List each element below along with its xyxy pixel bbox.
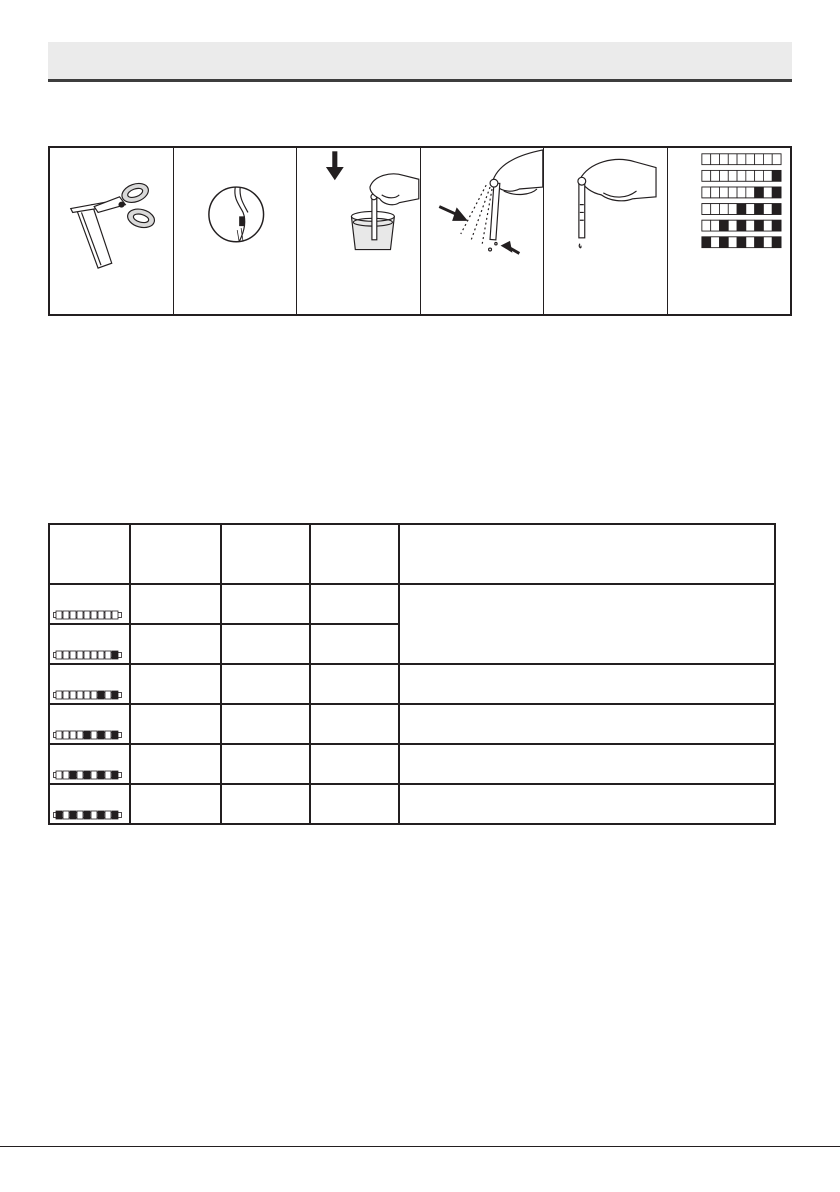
table-cell [221, 704, 310, 744]
scale-square [728, 237, 737, 248]
table-row [49, 704, 775, 744]
scale-square [710, 237, 719, 248]
scale-square [763, 170, 772, 181]
table-cell [310, 584, 399, 624]
scale-square [772, 187, 781, 198]
strip-square [63, 651, 69, 659]
scale-square [701, 187, 710, 198]
table-cell [310, 704, 399, 744]
scale-square [737, 187, 746, 198]
header-cell-strip [49, 524, 130, 584]
scale-square [763, 220, 772, 231]
strip-square [91, 651, 97, 659]
strip-cell [49, 584, 130, 624]
scale-square [728, 220, 737, 231]
scale-square [754, 237, 763, 248]
strip-square [112, 651, 118, 659]
tap-water-icon [174, 148, 297, 314]
scale-square [719, 170, 728, 181]
strip-square [77, 731, 83, 739]
scale-strip-4 [701, 220, 780, 231]
scale-strip-2 [701, 187, 780, 198]
strip-square [70, 651, 76, 659]
scale-square [701, 170, 710, 181]
footer-rule [0, 1146, 840, 1147]
strip-square [77, 771, 83, 779]
scale-square [754, 170, 763, 181]
step-dip-strip [297, 148, 421, 314]
strip-square [98, 771, 104, 779]
scale-square [737, 204, 746, 215]
scale-square [737, 237, 746, 248]
table-cell-note [399, 784, 775, 824]
strip-square [70, 811, 76, 819]
step-wait [544, 148, 668, 314]
table-header-row [49, 524, 775, 584]
strip-square [77, 811, 83, 819]
test-strip-level-1 [53, 649, 123, 661]
header-cell-5 [399, 524, 775, 584]
scale-square [745, 154, 754, 165]
strip-square [63, 691, 69, 699]
strip-cell [49, 744, 130, 784]
strip-square [105, 811, 111, 819]
scale-square [719, 204, 728, 215]
scale-square [772, 170, 781, 181]
strip-square [91, 771, 97, 779]
test-strip-level-2 [53, 689, 123, 701]
table-row [49, 784, 775, 824]
strip-cell [49, 704, 130, 744]
scale-square [710, 154, 719, 165]
scale-square [763, 204, 772, 215]
table-cell-note [399, 584, 775, 664]
strip-square [63, 611, 69, 619]
step-shake-strip [421, 148, 545, 314]
header-cell-2 [130, 524, 221, 584]
strip-square [91, 691, 97, 699]
strip-cell [49, 664, 130, 704]
scale-square [772, 220, 781, 231]
strip-square [56, 811, 62, 819]
strip-square [56, 731, 62, 739]
strip-square [91, 811, 97, 819]
strip-square [91, 731, 97, 739]
scale-strip-1 [701, 170, 780, 181]
table-cell [221, 624, 310, 664]
scale-square [772, 204, 781, 215]
strip-square [84, 611, 90, 619]
scale-square [701, 220, 710, 231]
strip-square [56, 771, 62, 779]
scale-square [754, 204, 763, 215]
scale-square [745, 204, 754, 215]
table-cell [310, 784, 399, 824]
strip-square [91, 611, 97, 619]
strip-square [70, 691, 76, 699]
test-steps-strip [48, 146, 792, 316]
strip-square [105, 771, 111, 779]
scale-square [763, 187, 772, 198]
header-cell-3 [221, 524, 310, 584]
scale-square [772, 237, 781, 248]
strip-square [56, 651, 62, 659]
scale-square [745, 170, 754, 181]
strip-cell [49, 624, 130, 664]
table-cell [130, 584, 221, 624]
strip-square [84, 811, 90, 819]
strip-square [56, 691, 62, 699]
table-cell-note [399, 744, 775, 784]
strip-square [84, 691, 90, 699]
section-header-bar [48, 42, 792, 82]
test-strip-level-3 [53, 729, 123, 741]
scale-square [710, 204, 719, 215]
strip-square [98, 691, 104, 699]
scale-square [737, 154, 746, 165]
step-run-water [174, 148, 298, 314]
strip-square [84, 731, 90, 739]
table-row [49, 584, 775, 624]
test-strip-level-0 [53, 609, 123, 621]
strip-square [77, 611, 83, 619]
scale-square [701, 204, 710, 215]
scale-square [710, 220, 719, 231]
table-cell [130, 784, 221, 824]
scale-square [719, 220, 728, 231]
strip-square [63, 731, 69, 739]
strip-square [70, 771, 76, 779]
strip-square [77, 651, 83, 659]
step-cut-strip [50, 148, 174, 314]
strip-square [70, 611, 76, 619]
table-row [49, 744, 775, 784]
scale-strip-0 [701, 154, 780, 165]
strip-square [77, 691, 83, 699]
water-hardness-table [48, 523, 776, 825]
strip-square [98, 731, 104, 739]
scale-square [710, 170, 719, 181]
strip-square [63, 771, 69, 779]
scale-square [763, 237, 772, 248]
scale-square [754, 154, 763, 165]
strip-square [63, 811, 69, 819]
header-cell-4 [310, 524, 399, 584]
strip-square [56, 611, 62, 619]
scale-square [719, 154, 728, 165]
test-strip-level-4 [53, 769, 123, 781]
strip-square [112, 771, 118, 779]
strip-square [112, 611, 118, 619]
table-cell [310, 624, 399, 664]
strip-square [105, 691, 111, 699]
scale-square [701, 237, 710, 248]
scale-square [728, 204, 737, 215]
shake-strip-icon [421, 148, 544, 314]
scale-square [754, 187, 763, 198]
step-read-scale [668, 148, 791, 314]
colour-scale-icon [668, 148, 791, 314]
scale-square [737, 170, 746, 181]
strip-square [112, 811, 118, 819]
table-cell [130, 704, 221, 744]
scale-square [745, 237, 754, 248]
strip-square [105, 731, 111, 739]
scale-square [719, 187, 728, 198]
table-cell [221, 744, 310, 784]
strip-square [70, 731, 76, 739]
scissors-icon [50, 148, 173, 314]
test-strip-level-5 [53, 809, 123, 821]
scale-square [728, 187, 737, 198]
table-cell-note [399, 704, 775, 744]
strip-square [105, 651, 111, 659]
strip-square [112, 731, 118, 739]
table-cell [221, 664, 310, 704]
scale-square [745, 220, 754, 231]
table-cell [130, 624, 221, 664]
scale-square [710, 187, 719, 198]
scale-strip-5 [701, 237, 780, 248]
table-cell [130, 744, 221, 784]
table-cell-note [399, 664, 775, 704]
table-cell [310, 664, 399, 704]
table-cell [130, 664, 221, 704]
table-cell [310, 744, 399, 784]
scale-square [772, 154, 781, 165]
scale-square [745, 187, 754, 198]
scale-strip-3 [701, 204, 780, 215]
strip-square [84, 771, 90, 779]
scale-square [763, 154, 772, 165]
strip-square [98, 651, 104, 659]
table-cell [221, 784, 310, 824]
scale-square [728, 170, 737, 181]
dip-strip-in-glass-icon [297, 148, 420, 314]
strip-square [84, 651, 90, 659]
strip-square [98, 811, 104, 819]
scale-square [728, 154, 737, 165]
table-row [49, 664, 775, 704]
scale-square [737, 220, 746, 231]
strip-square [112, 691, 118, 699]
strip-square [98, 611, 104, 619]
strip-square [105, 611, 111, 619]
wait-strip-icon [544, 148, 667, 314]
table-cell [221, 584, 310, 624]
strip-cell [49, 784, 130, 824]
scale-square [754, 220, 763, 231]
scale-square [701, 154, 710, 165]
scale-square [719, 237, 728, 248]
